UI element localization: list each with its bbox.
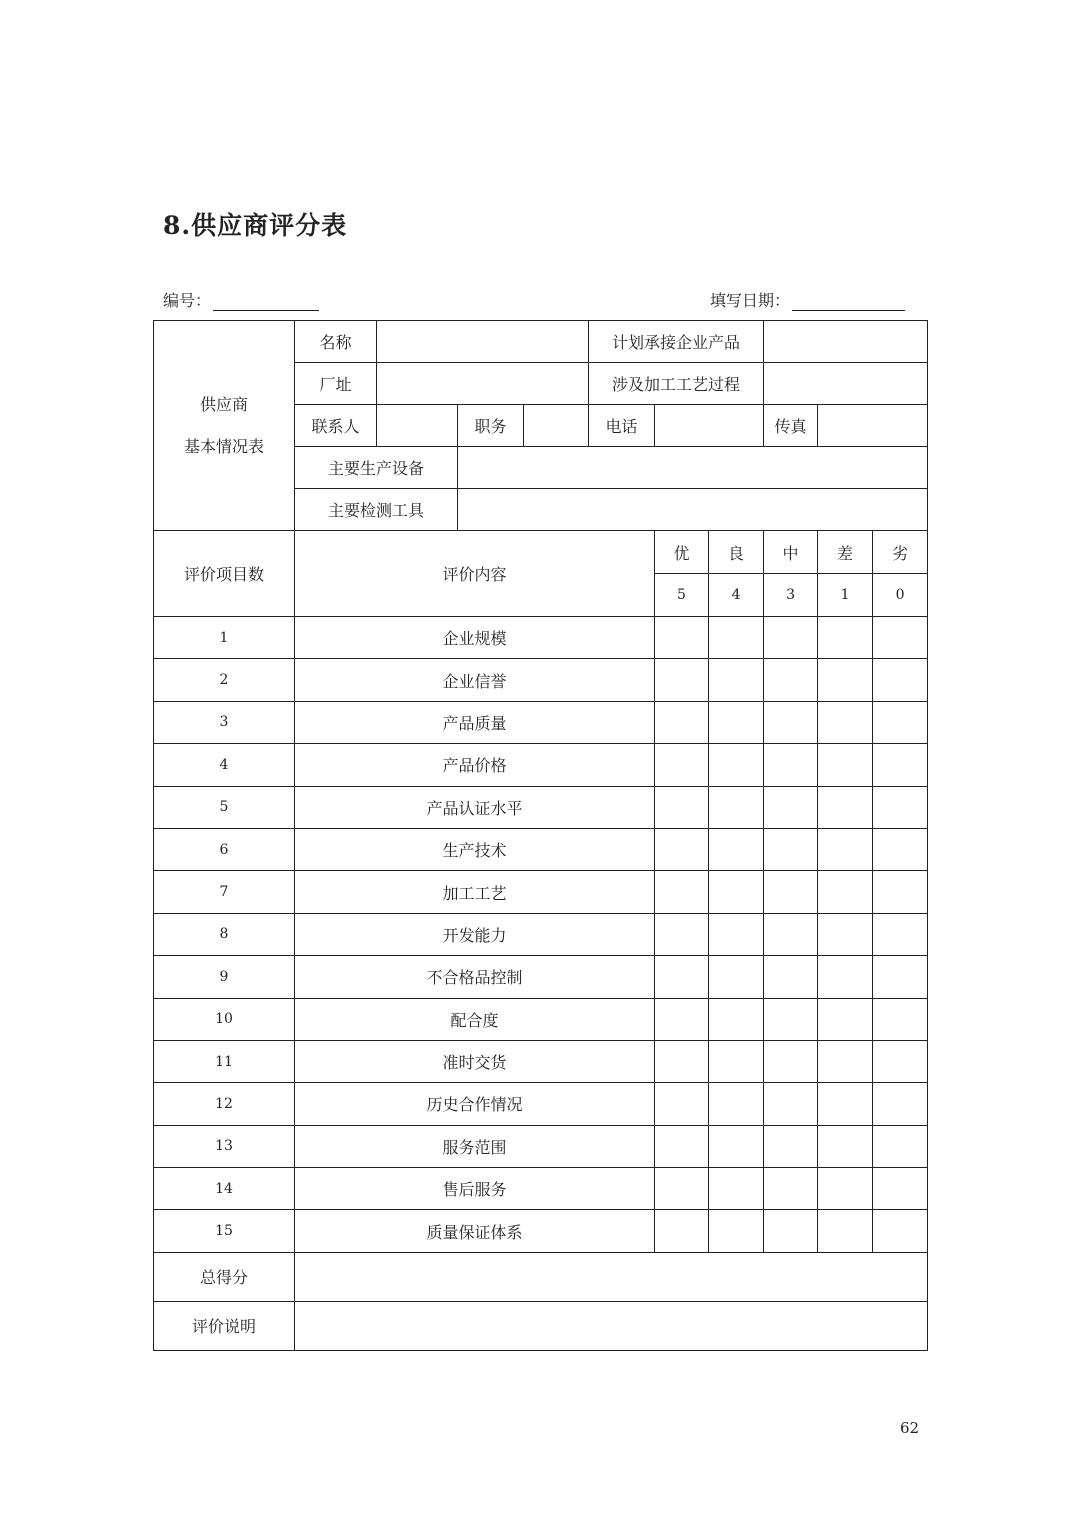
remarks-label: 评价说明 (154, 1301, 295, 1350)
item-content: 生产技术 (295, 828, 655, 870)
score-cell-excellent[interactable] (655, 828, 709, 870)
name-label: 名称 (295, 321, 377, 363)
item-number: 11 (154, 1040, 295, 1082)
serial-number-blank[interactable] (213, 294, 319, 311)
equipment-value-cell[interactable] (458, 447, 928, 489)
score-cell-poor[interactable] (818, 1040, 873, 1082)
fill-date-field (710, 288, 905, 311)
serial-number-field (163, 288, 319, 311)
grade-score-excellent: 5 (655, 574, 709, 617)
score-cell-excellent[interactable] (655, 744, 709, 786)
score-cell-average[interactable] (764, 617, 818, 659)
score-cell-excellent[interactable] (655, 1083, 709, 1125)
score-cell-poor[interactable] (818, 1210, 873, 1252)
content-header: 评价内容 (295, 531, 655, 617)
table-row (154, 828, 928, 870)
grade-header-row (154, 531, 928, 574)
score-cell-excellent[interactable] (655, 956, 709, 998)
table-row (154, 701, 928, 743)
item-number: 10 (154, 998, 295, 1040)
item-content: 质量保证体系 (295, 1210, 655, 1252)
phone-label: 电话 (589, 405, 655, 447)
item-content: 开发能力 (295, 913, 655, 955)
item-number: 15 (154, 1210, 295, 1252)
score-cell-bad[interactable] (873, 871, 928, 913)
item-number: 14 (154, 1168, 295, 1210)
score-cell-bad[interactable] (873, 617, 928, 659)
item-content: 售后服务 (295, 1168, 655, 1210)
score-cell-good[interactable] (709, 659, 764, 701)
score-cell-bad[interactable] (873, 913, 928, 955)
table-row (154, 786, 928, 828)
score-cell-good[interactable] (709, 786, 764, 828)
equipment-label: 主要生产设备 (295, 447, 458, 489)
table-row (154, 1125, 928, 1167)
planned-products-value-cell[interactable] (764, 321, 928, 363)
supplier-label-line2: 基本情况表 (183, 436, 264, 456)
process-value-cell[interactable] (764, 363, 928, 405)
item-content: 加工工艺 (295, 871, 655, 913)
score-cell-bad[interactable] (873, 1168, 928, 1210)
score-cell-average[interactable] (764, 871, 818, 913)
table-row (154, 1210, 928, 1252)
score-cell-average[interactable] (764, 701, 818, 743)
score-cell-poor[interactable] (818, 744, 873, 786)
table-row (154, 956, 928, 998)
score-cell-poor[interactable] (818, 998, 873, 1040)
item-number: 7 (154, 871, 295, 913)
item-number: 8 (154, 913, 295, 955)
address-label: 厂址 (295, 363, 377, 405)
score-cell-average[interactable] (764, 659, 818, 701)
item-content: 不合格品控制 (295, 956, 655, 998)
score-cell-average[interactable] (764, 1040, 818, 1082)
item-content: 产品质量 (295, 701, 655, 743)
serial-number-label: 编号： (163, 291, 212, 310)
score-cell-bad[interactable] (873, 1210, 928, 1252)
table-row (154, 659, 928, 701)
score-cell-poor[interactable] (818, 1083, 873, 1125)
total-score-row (154, 1252, 928, 1301)
evaluation-items (154, 617, 928, 1253)
inspection-tools-label: 主要检测工具 (295, 489, 458, 531)
score-cell-average[interactable] (764, 786, 818, 828)
item-count-header: 评价项目数 (154, 531, 295, 617)
score-cell-average[interactable] (764, 998, 818, 1040)
item-number: 2 (154, 659, 295, 701)
score-cell-bad[interactable] (873, 828, 928, 870)
score-cell-good[interactable] (709, 744, 764, 786)
phone-value-cell[interactable] (655, 405, 764, 447)
item-content: 企业信誉 (295, 659, 655, 701)
fax-value-cell[interactable] (818, 405, 928, 447)
score-cell-excellent[interactable] (655, 913, 709, 955)
remarks-row (154, 1301, 928, 1350)
table-row (154, 617, 928, 659)
score-cell-poor[interactable] (818, 617, 873, 659)
score-cell-average[interactable] (764, 1083, 818, 1125)
table-row (154, 1040, 928, 1082)
score-cell-good[interactable] (709, 828, 764, 870)
table-row (154, 871, 928, 913)
item-number: 5 (154, 786, 295, 828)
table-row (154, 998, 928, 1040)
score-cell-excellent[interactable] (655, 617, 709, 659)
item-content: 企业规模 (295, 617, 655, 659)
item-number: 4 (154, 744, 295, 786)
score-cell-excellent[interactable] (655, 1040, 709, 1082)
score-cell-good[interactable] (709, 701, 764, 743)
position-value-cell[interactable] (524, 405, 589, 447)
score-cell-excellent[interactable] (655, 1168, 709, 1210)
item-content: 产品价格 (295, 744, 655, 786)
score-cell-average[interactable] (764, 1125, 818, 1167)
table-row (154, 1083, 928, 1125)
item-number: 9 (154, 956, 295, 998)
item-content: 产品认证水平 (295, 786, 655, 828)
score-cell-poor[interactable] (818, 1125, 873, 1167)
score-cell-average[interactable] (764, 828, 818, 870)
score-cell-bad[interactable] (873, 659, 928, 701)
fill-date-blank[interactable] (792, 294, 905, 311)
score-cell-good[interactable] (709, 956, 764, 998)
document-title: 8.供应商评分表 (163, 211, 348, 240)
score-cell-good[interactable] (709, 617, 764, 659)
address-value-cell[interactable] (377, 363, 589, 405)
score-cell-good[interactable] (709, 913, 764, 955)
item-number: 12 (154, 1083, 295, 1125)
inspection-tools-value-cell[interactable] (458, 489, 928, 531)
item-content: 配合度 (295, 998, 655, 1040)
score-cell-poor[interactable] (818, 871, 873, 913)
table-row (154, 1168, 928, 1210)
score-cell-excellent[interactable] (655, 1125, 709, 1167)
page-number: 62 (900, 1419, 920, 1437)
score-cell-good[interactable] (709, 1040, 764, 1082)
score-cell-bad[interactable] (873, 998, 928, 1040)
remarks-value-cell[interactable] (295, 1301, 928, 1350)
fill-date-label: 填写日期： (710, 291, 791, 310)
score-cell-bad[interactable] (873, 786, 928, 828)
item-content: 服务范围 (295, 1125, 655, 1167)
item-content: 准时交货 (295, 1040, 655, 1082)
score-cell-bad[interactable] (873, 1125, 928, 1167)
item-number: 6 (154, 828, 295, 870)
grade-score-bad: 0 (873, 574, 928, 617)
score-cell-excellent[interactable] (655, 998, 709, 1040)
position-label: 职务 (458, 405, 524, 447)
total-score-label: 总得分 (154, 1252, 295, 1301)
grade-score-poor: 1 (818, 574, 873, 617)
score-cell-good[interactable] (709, 998, 764, 1040)
item-number: 1 (154, 617, 295, 659)
score-cell-poor[interactable] (818, 1168, 873, 1210)
score-cell-excellent[interactable] (655, 659, 709, 701)
item-number: 3 (154, 701, 295, 743)
grade-label-bad: 劣 (873, 531, 928, 574)
score-cell-bad[interactable] (873, 1083, 928, 1125)
score-cell-good[interactable] (709, 871, 764, 913)
score-cell-bad[interactable] (873, 956, 928, 998)
score-cell-bad[interactable] (873, 701, 928, 743)
contact-value-cell[interactable] (377, 405, 458, 447)
grade-label-excellent: 优 (655, 531, 709, 574)
table-row (154, 744, 928, 786)
grade-label-good: 良 (709, 531, 764, 574)
grade-label-average: 中 (764, 531, 818, 574)
score-cell-average[interactable] (764, 1168, 818, 1210)
process-label: 涉及加工工艺过程 (589, 363, 764, 405)
score-cell-excellent[interactable] (655, 1210, 709, 1252)
planned-products-label: 计划承接企业产品 (589, 321, 764, 363)
item-content: 历史合作情况 (295, 1083, 655, 1125)
supplier-info-section-label (154, 321, 295, 531)
table-row (154, 913, 928, 955)
grade-score-good: 4 (709, 574, 764, 617)
score-cell-poor[interactable] (818, 956, 873, 998)
score-cell-average[interactable] (764, 744, 818, 786)
grade-label-poor: 差 (818, 531, 873, 574)
score-cell-excellent[interactable] (655, 871, 709, 913)
score-cell-excellent[interactable] (655, 786, 709, 828)
name-value-cell[interactable] (377, 321, 589, 363)
fax-label: 传真 (764, 405, 818, 447)
supplier-scoring-table (153, 320, 928, 1351)
score-cell-average[interactable] (764, 1210, 818, 1252)
contact-label: 联系人 (295, 405, 377, 447)
score-cell-good[interactable] (709, 1168, 764, 1210)
score-cell-poor[interactable] (818, 786, 873, 828)
score-cell-average[interactable] (764, 956, 818, 998)
score-cell-good[interactable] (709, 1210, 764, 1252)
score-cell-poor[interactable] (818, 828, 873, 870)
score-cell-average[interactable] (764, 913, 818, 955)
score-cell-good[interactable] (709, 1083, 764, 1125)
item-number: 13 (154, 1125, 295, 1167)
grade-score-average: 3 (764, 574, 818, 617)
score-cell-bad[interactable] (873, 1040, 928, 1082)
score-cell-poor[interactable] (818, 701, 873, 743)
supplier-label-line1: 供应商 (199, 394, 248, 414)
score-cell-poor[interactable] (818, 659, 873, 701)
score-cell-good[interactable] (709, 1125, 764, 1167)
score-cell-bad[interactable] (873, 744, 928, 786)
score-cell-poor[interactable] (818, 913, 873, 955)
info-row-name (154, 321, 928, 363)
score-cell-excellent[interactable] (655, 701, 709, 743)
total-score-value-cell[interactable] (295, 1252, 928, 1301)
